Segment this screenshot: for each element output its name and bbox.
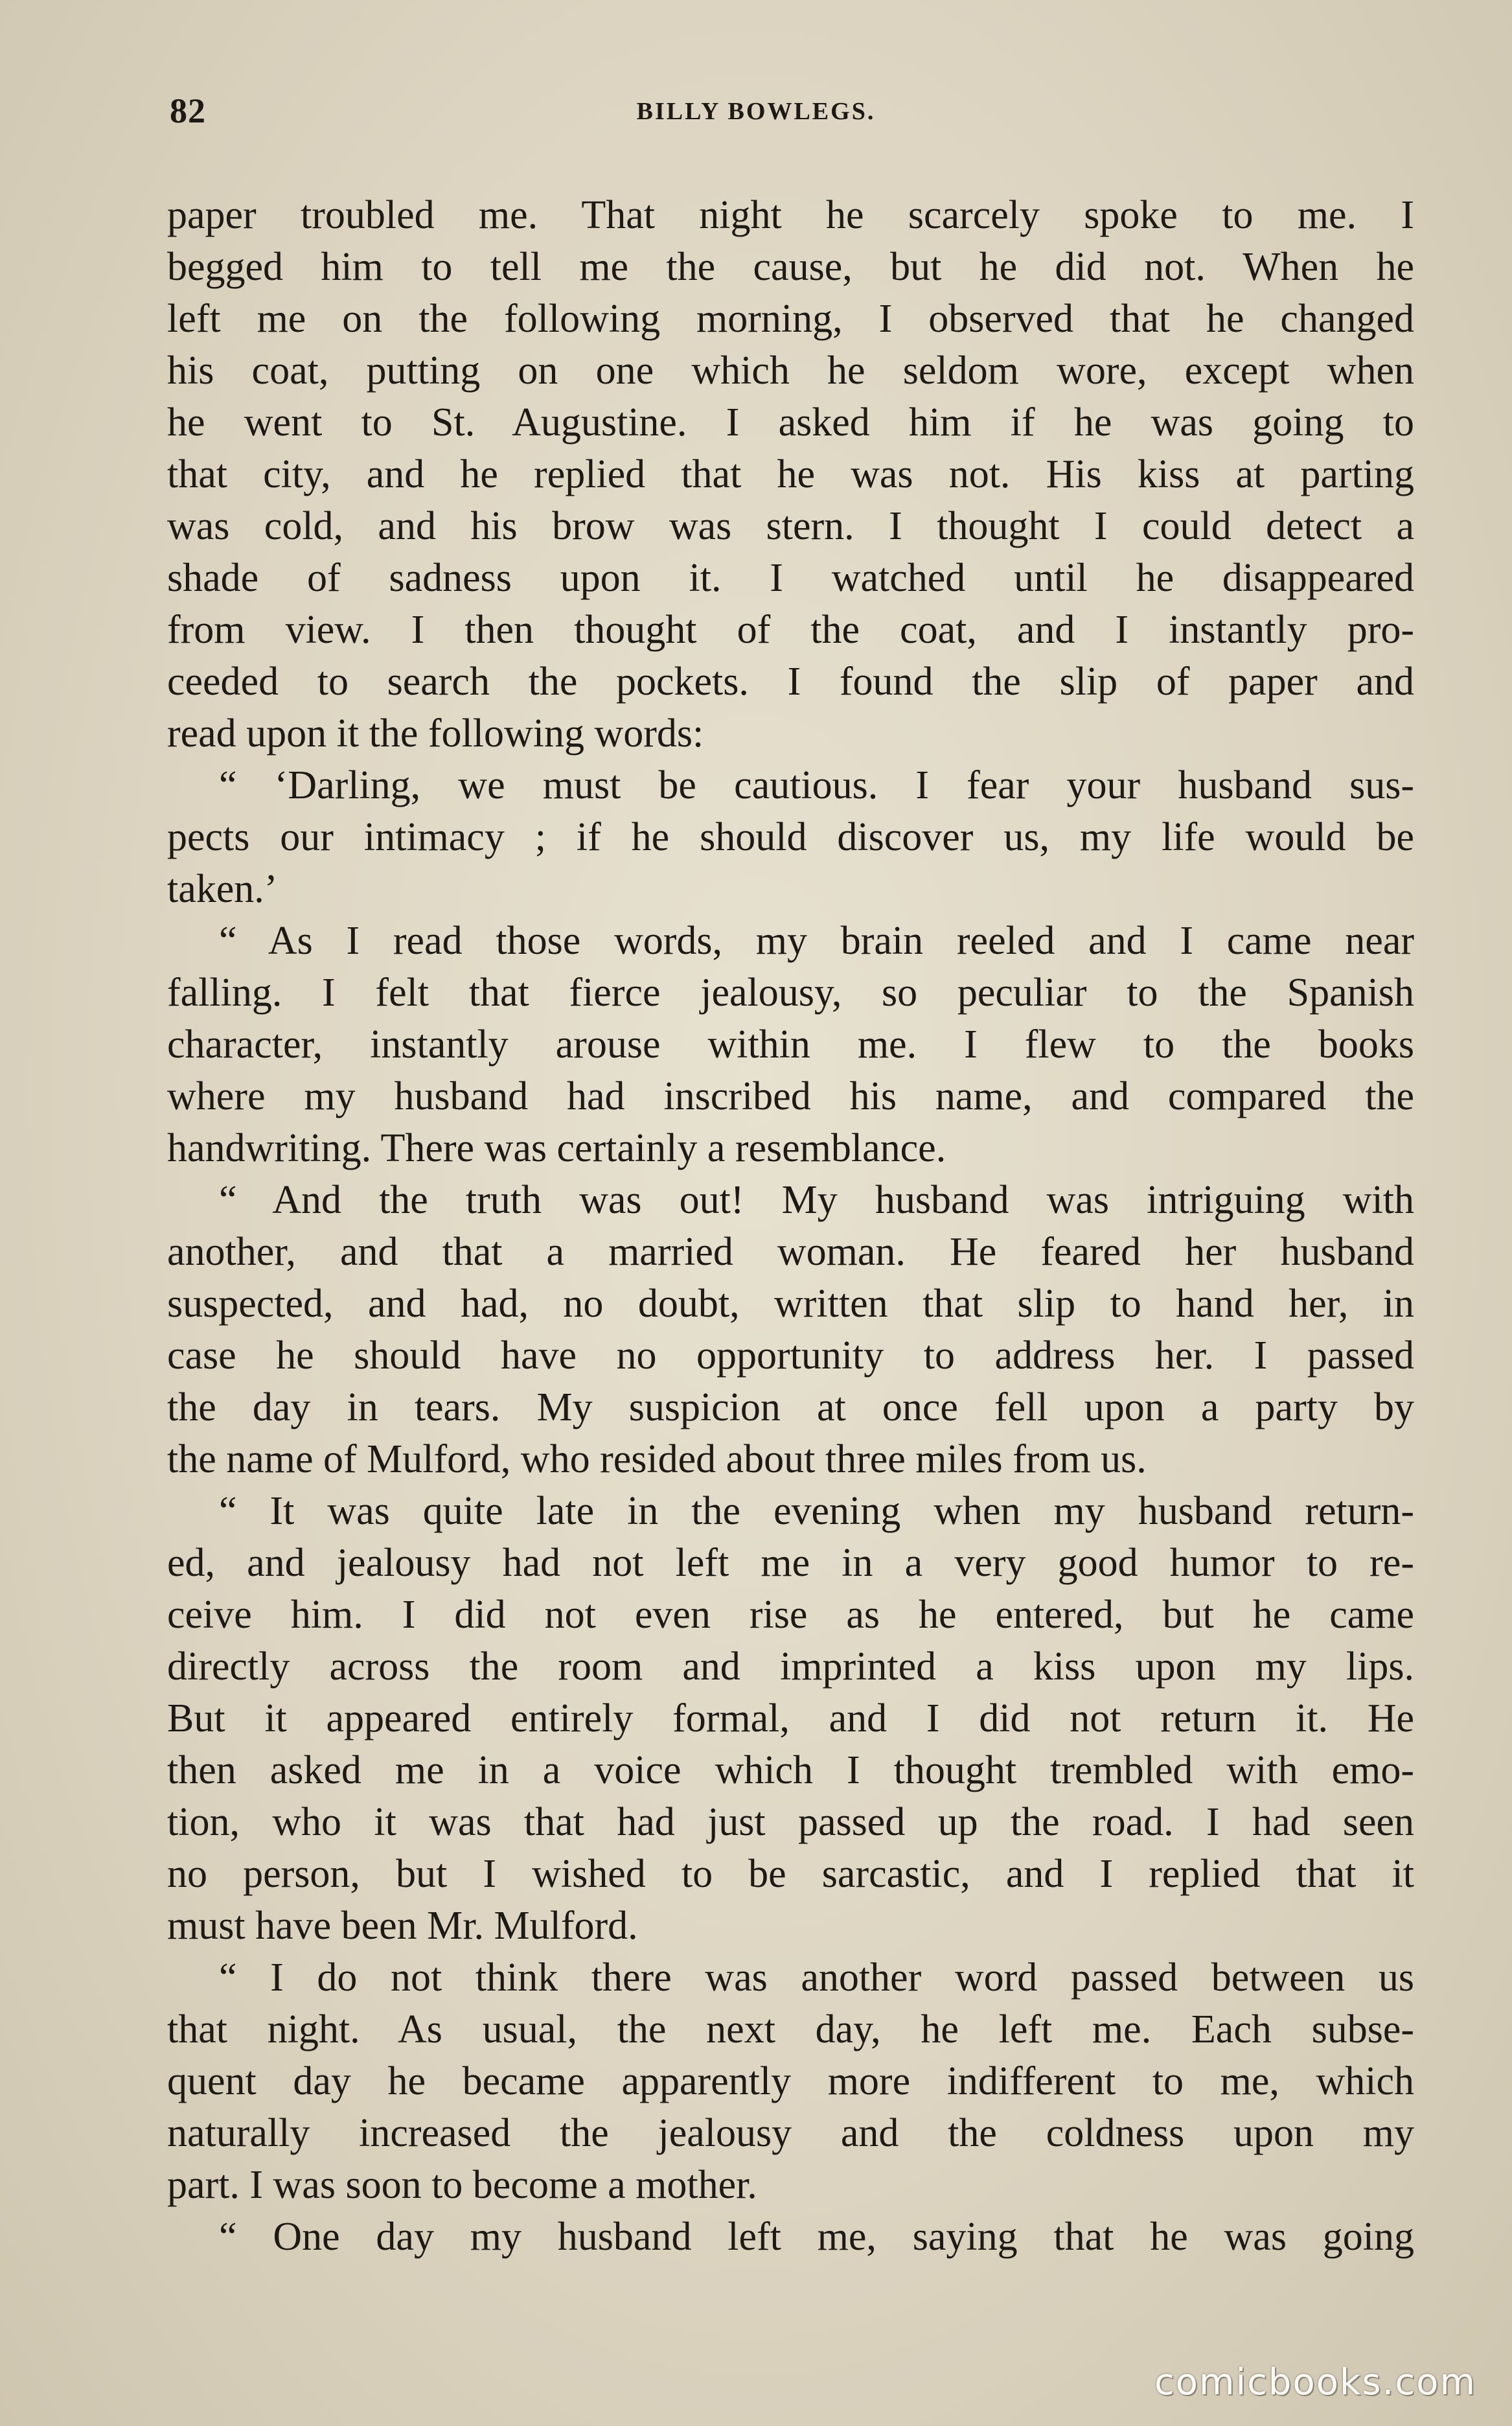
page-header: [170, 91, 1342, 143]
text-line: quent day he became apparently more indifferent to me, which: [167, 2059, 1414, 2103]
text-line: “ It was quite late in the evening when my husband return-: [219, 1489, 1414, 1533]
text-line: that night. As usual, the next day, he left me. Each subse-: [167, 2007, 1414, 2051]
text-line: suspected, and had, no doubt, written that slip to hand her, in: [167, 1282, 1414, 1326]
text-line: the day in tears. My suspicion at once fell upon a party by: [167, 1385, 1414, 1429]
text-line: tion, who it was that had just passed up the road. I had seen: [167, 1800, 1414, 1844]
text-line: character, instantly arouse within me. I flew to the books: [167, 1022, 1414, 1067]
text-line: read upon it the following words:: [167, 711, 704, 756]
text-line: pects our intimacy ; if he should discover us, my life would be: [167, 815, 1414, 859]
text-line: ceive him. I did not even rise as he entered, but he came: [167, 1593, 1414, 1637]
text-line: that city, and he replied that he was not. His kiss at parting: [167, 452, 1414, 496]
text-line: then asked me in a voice which I thought trembled with emo-: [167, 1748, 1414, 1792]
text-line: naturally increased the jealousy and the coldness upon my: [167, 2111, 1414, 2155]
text-line: handwriting. There was certainly a resemblance.: [167, 1126, 946, 1170]
text-line: where my husband had inscribed his name, and compared the: [167, 1074, 1414, 1118]
text-line: taken.’: [167, 867, 278, 911]
text-line: part. I was soon to become a mother.: [167, 2163, 757, 2207]
text-line: ceeded to search the pockets. I found the slip of paper and: [167, 660, 1414, 704]
text-line: shade of sadness upon it. I watched until he disappeared: [167, 556, 1414, 600]
text-line: But it appeared entirely formal, and I did not return it. He: [167, 1696, 1414, 1740]
text-line: from view. I then thought of the coat, and I instantly pro-: [167, 608, 1414, 652]
running-head: BILLY BOWLEGS.: [636, 98, 876, 125]
text-line: the name of Mulford, who resided about three miles from us.: [167, 1437, 1147, 1481]
text-line: must have been Mr. Mulford.: [167, 1904, 638, 1948]
text-line: “ As I read those words, my brain reeled and I came near: [219, 919, 1414, 963]
text-line: “ And the truth was out! My husband was intriguing with: [219, 1178, 1414, 1222]
text-line: ed, and jealousy had not left me in a very good humor to re-: [167, 1541, 1414, 1585]
body-text: [167, 189, 1414, 2263]
text-line: left me on the following morning, I observed that he changed: [167, 297, 1414, 341]
text-line: directly across the room and imprinted a kiss upon my lips.: [167, 1645, 1414, 1689]
text-line: another, and that a married woman. He feared her husband: [167, 1230, 1414, 1274]
text-line: was cold, and his brow was stern. I thought I could detect a: [167, 504, 1414, 548]
text-line: he went to St. Augustine. I asked him if he was going to: [167, 400, 1414, 445]
text-line: begged him to tell me the cause, but he did not. When he: [167, 245, 1414, 289]
text-line: falling. I felt that fierce jealousy, so peculiar to the Spanish: [167, 971, 1414, 1015]
text-line: paper troubled me. That night he scarcely spoke to me. I: [167, 193, 1414, 237]
watermark: comicbooks.com: [1154, 2361, 1476, 2403]
page-number: 82: [170, 91, 206, 130]
text-line: no person, but I wished to be sarcastic, and I replied that it: [167, 1852, 1414, 1896]
text-line: case he should have no opportunity to address her. I passed: [167, 1334, 1414, 1378]
text-line: “ I do not think there was another word passed between us: [219, 1956, 1414, 2000]
text-line: his coat, putting on one which he seldom wore, except when: [167, 349, 1414, 393]
text-line: “ One day my husband left me, saying that he was going: [219, 2215, 1414, 2259]
text-line: “ ‘Darling, we must be cautious. I fear your husband sus-: [219, 763, 1414, 807]
